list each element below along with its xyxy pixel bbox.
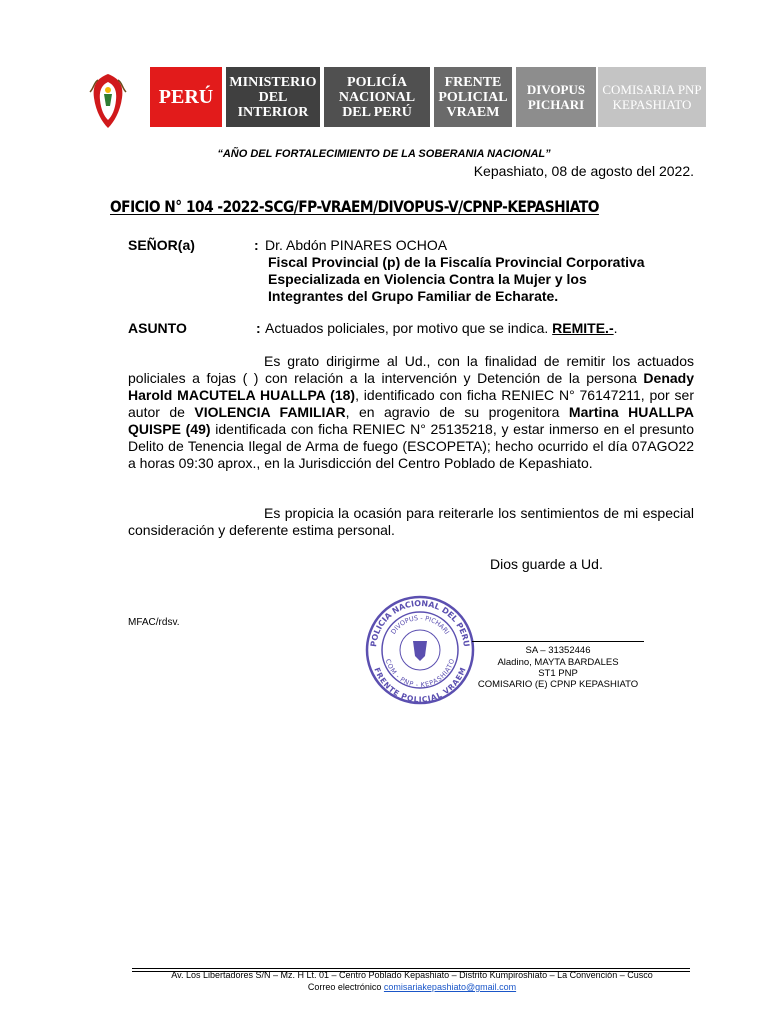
stamp-outer-bottom: FRENTE POLICIAL VRAEM — [372, 666, 468, 704]
body-text: Es propicia la ocasión para reiterarle los sentimientos de mi especial consideración y deferente estima personal. — [128, 505, 694, 538]
header-policia: POLICÍA NACIONAL DEL PERÚ — [324, 67, 430, 127]
police-seal-stamp — [364, 594, 476, 706]
recipient-label: SEÑOR(a) — [128, 237, 195, 253]
subject-remite: REMITE.- — [552, 320, 614, 336]
closing-line: Dios guarde a Ud. — [490, 556, 603, 572]
footer-address: Av. Los Libertadores S/N – Mz. H Lt. 01 – Centro Poblado Kepashiato – Distrito Kumpiroshiato – La Convención – Cusco — [171, 970, 653, 980]
recipient-position-line: Integrantes del Grupo Familiar de Echarate. — [268, 288, 559, 304]
recipient-position-line: Especializada en Violencia Contra la Mujer y los — [268, 271, 587, 287]
signature-line — [472, 641, 644, 642]
header-peru: PERÚ — [150, 67, 222, 127]
svg-text:DIVOPUS - PICHARI — [389, 614, 451, 636]
victim-name: Martina HUALLPA QUISPE (49) — [128, 404, 695, 437]
footer-email-line — [120, 982, 704, 992]
signature-title: COMISARIO (E) CPNP KEPASHIATO — [477, 679, 639, 690]
subject-text — [265, 320, 618, 336]
body-paragraph-1 — [128, 353, 694, 472]
recipient-colon: : — [254, 237, 259, 253]
svg-text:POLICIA NACIONAL DEL PERU — [369, 599, 471, 647]
signature-code: SA – 31352446 — [525, 645, 591, 656]
footer-email-label: Correo electrónico — [307, 982, 384, 992]
recipient-position-line: Fiscal Provincial (p) de la Fiscalía Provincial Corporativa — [268, 254, 645, 270]
footer-divider — [132, 968, 690, 969]
initials: MFAC/rdsv. — [128, 617, 180, 628]
stamp-shield-icon — [413, 641, 427, 661]
subject-label: ASUNTO — [128, 320, 187, 336]
subject-body: Actuados policiales, por motivo que se indica. — [265, 320, 553, 336]
signature-rank: ST1 PNP — [538, 668, 578, 679]
place-date: Kepashiato, 08 de agosto del 2022. — [473, 163, 694, 179]
svg-text:COM - PNP - KEPASHIATO — [384, 658, 456, 689]
body-text: , en agravio de su progenitora — [345, 404, 569, 420]
national-shield-logo — [88, 70, 128, 132]
oficio-number: OFICIO N° 104 -2022-SCG/FP-VRAEM/DIVOPUS-V/CPNP-KEPASHIATO — [110, 197, 599, 216]
stamp-outer-text: POLICIA NACIONAL DEL PERU — [369, 598, 471, 648]
header-divopus: DIVOPUS PICHARI — [516, 67, 596, 127]
stamp-inner-text: DIVOPUS - PICHARI — [389, 613, 451, 636]
recipient-position — [268, 254, 708, 305]
footer-email-link[interactable]: comisariakepashiato@gmail.com — [383, 982, 517, 992]
body-paragraph-2 — [128, 505, 694, 539]
body-text: , identificado con ficha RENIEC N° 76147211, por ser autor de — [128, 387, 694, 420]
body-text: Es grato dirigirme al Ud., con la finalidad de remitir los actuados policiales a fojas ( ) con relación a la intervención y Detención de la persona — [128, 353, 694, 386]
subject-end: . — [613, 320, 618, 336]
recipient-name: Dr. Abdón PINARES OCHOA — [265, 237, 448, 253]
header-comisaria: COMISARIA PNP KEPASHIATO — [598, 67, 706, 127]
header-frente: FRENTE POLICIAL VRAEM — [434, 67, 512, 127]
offense: VIOLENCIA FAMILIAR — [194, 404, 346, 420]
header-ministerio: MINISTERIO DEL INTERIOR — [226, 67, 320, 127]
stamp-inner-bottom: COM - PNP - KEPASHIATO — [384, 657, 456, 689]
subject-colon: : — [256, 320, 261, 336]
detainee-name: Denady Harold MACUTELA HUALLPA (18) — [128, 370, 694, 403]
signature-name: Aladino, MAYTA BARDALES — [497, 657, 619, 668]
year-motto: “AÑO DEL FORTALECIMIENTO DE LA SOBERANIA NACIONAL” — [217, 148, 551, 160]
body-text: identificada con ficha RENIEC N° 25135218, y estar inmerso en el presunto Delito de Tenencia Ilegal de Arma de fuego (ESCOPETA); hecho ocurrido el día 07AGO22 a horas 09:30 aprox., en la Jurisdicción del Centro Poblado de Kepashiato. — [128, 421, 694, 471]
